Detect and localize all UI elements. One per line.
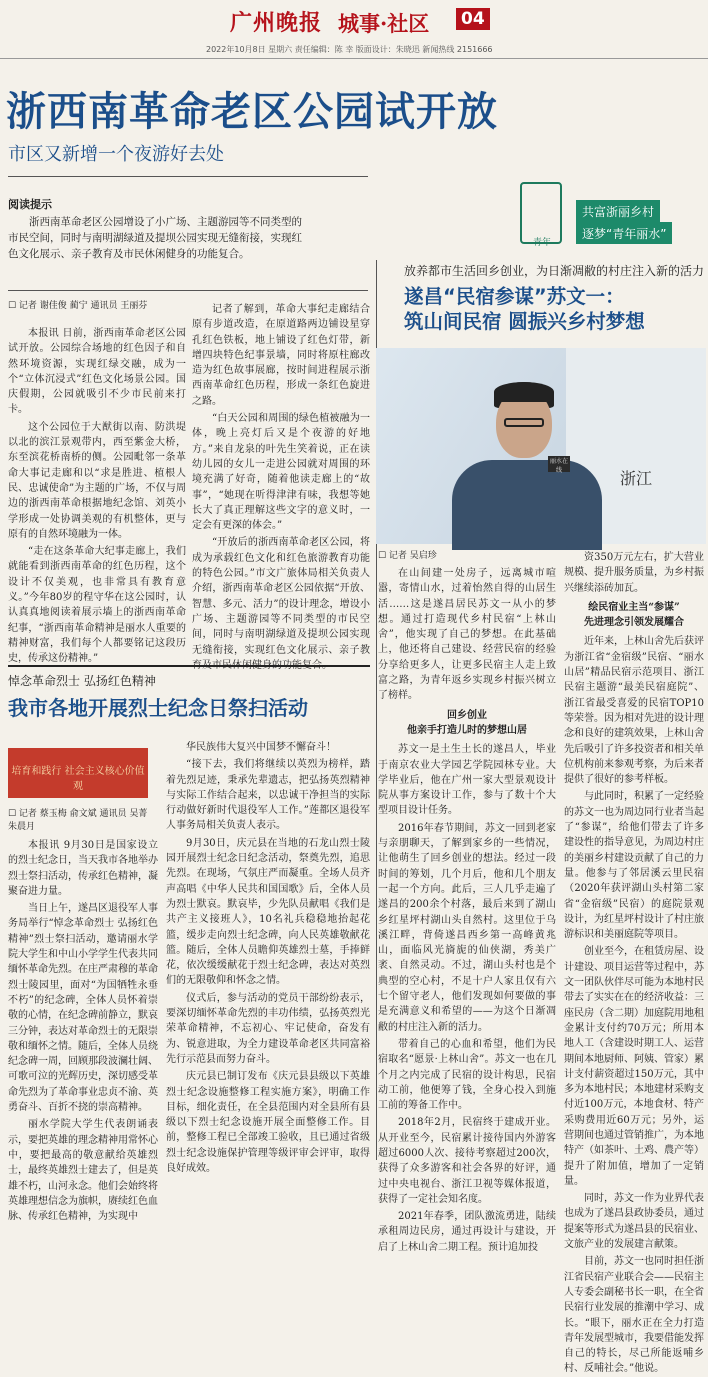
right-headline xyxy=(404,284,645,334)
subheading: 回乡创业 他亲手打造儿时的梦想山居 xyxy=(407,709,527,736)
paragraph: 在山间建一处房子，远离城市喧嚣，寄情山水，过着怡然自得的山居生活……这是遂昌居民苏文一从小的梦想。通过打造现代乡村民宿“上林山舍”，他实现了自己的梦想。在此基础上，他还将自己建设、经营民宿的经验分享给更多人，让更多民宿主人走上致富之路，为青年返乡实现乡村振兴树立了榜样。 xyxy=(378,568,556,702)
paper-name: 广州晚报 xyxy=(230,10,323,36)
person-hair-top xyxy=(494,382,554,402)
paragraph: 苏文一是土生土长的遂昌人，毕业于南京农业大学园艺学院园林专业。大学毕业后，他在广州一家大型景观设计院从事方案设计工作，参与了数十个大型项目设计任务。 xyxy=(378,744,556,817)
paragraph: 2018年2月，民宿终于建成开业。从开业至今，民宿累计接待国内外游客超过6000人次、接待考察超过200次，获得了众多游客和社会各界的好评，通过中央电视台、浙江卫视等媒体报道，获得了一定社会知名度。 xyxy=(378,1117,556,1205)
meta-line: 2022年10月8日 星期六 责任编辑：陈 幸 版面设计：朱晓迅 新闻热线 2151666 xyxy=(206,45,493,54)
section-divider xyxy=(8,665,370,667)
second-byline: ☐ 记者 蔡玉梅 俞文斌 通讯员 吴菁 朱晨月 xyxy=(8,809,148,832)
paragraph: 这个公园位于大猷街以南、防洪堤以北的滨江景观带内，西至紫金大桥，东至滨花桥南桥的侧。公园毗邻一条革命大事记走廊和以“求是胜进、植根人民、忠诚使命”为主题的广场，不仅与周边的浙西南革命根据地纪念馆、刘英小学形成一处协调美观的有机整体，更与原有的自然环境融为一体。 xyxy=(8,421,186,540)
page-number: 04 xyxy=(456,8,490,30)
paragraph: 本报讯 9月30日是国家设立的烈士纪念日，当天我市各地举办烈士祭扫活动，传承红色精神，凝聚奋进力量。 xyxy=(8,840,158,897)
right-headline-line-1: 遂昌“民宿参谋”苏文一： xyxy=(404,285,625,308)
glasses-icon xyxy=(504,418,544,427)
lead-paragraph: 浙西南革命老区公园增设了小广场、主题游园等不同类型的市民空间，同时与南明湖绿道及提坝公园实现无缝衔接，实现红色文化展示、亲子教育及市民休闲健身的功能复合。 xyxy=(8,216,302,260)
paragraph: 庆元县已制订发布《庆元县县级以下英雄烈士纪念设施整修工程实施方案》，明确工作目标，细化责任，在全县范围内对全县所有县级以下烈士纪念设施开展全面整修工作。目前，整修工程已全部竣工验收，且已通过省级烈士纪念设施保护管理等级评审会评审，取得良好成效。 xyxy=(166,1071,370,1175)
paragraph: 9月30日，庆元县在当地的石龙山烈士陵园开展烈士纪念日纪念活动，祭奠先烈，追思先烈。在现场，气氛庄严而凝重。全场人员齐声高唱《中华人民共和国国歌》后，全体人员为烈士默哀。默哀毕，少先队员献唱《我们是共产主义接班人》，10名礼兵稳稳地抬起花篮，缓步走向烈士纪念碑，向人民英雄敬献花篮。随后，全体人员瞻仰英雄烈士墓，手捧鲜花，依次缓缓献花于烈士纪念碑，表达对英烈们的无限敬仰和怀念之情。 xyxy=(166,837,370,987)
paragraph: 2021年春季，团队激流勇进，陆续承租周边民房，通过再设计与建设，开启了上林山舍二期工程。预计追加投 xyxy=(378,1211,556,1253)
paragraph: 本报讯 日前，浙西南革命老区公园试开放。公园综合场地的红色因子和自然环境资源，实现红绿交融，成为一个“立体沉浸式”红色文化场景公园。国庆假期，公园就吸引不少市民前来打卡。 xyxy=(8,328,186,416)
second-kicker: 悼念革命烈士 弘扬红色精神 xyxy=(8,674,156,688)
person-body xyxy=(452,460,602,550)
masthead-rule xyxy=(0,58,708,59)
values-logo: 培育和践行 社会主义核心价值观 xyxy=(8,748,148,798)
paragraph: 创业至今，在租赁房屋、设计建设、项目运营等过程中，苏文一团队伙伴尽可能为本地村民带去了实实在在的经济收益：三座民房（含二期）加庭院用地租金累计支付约70万元；所用本地人工（含建设时期工人、运营期间本地厨师、阿姨、管家）累计支付薪资超过150万元，其中多为本地村民；本地建材采购支付近100万元，本地食材、特产采购费用近60万元；另外，运营期间也通过管销推广，为本地特产（如茶叶、土鸡、農产等）提升了附加值，增加了一定销量。 xyxy=(564,946,704,1187)
banner-logo-text: 青年 xyxy=(532,238,551,248)
subheading: 绘民宿业主当“参谋” 先进理念引领发展耀合 xyxy=(584,601,684,629)
top-divider xyxy=(8,176,368,177)
paragraph: 华民族伟大复兴中国梦不懈奋斗！ xyxy=(186,742,336,753)
paragraph: 与此同时，积累了一定经验的苏文一也为周边同行业者当起了“参谋”，给他们带去了许多建设性的指导意见，为周边村庄的美丽乡村建设贡献了自己的力量。他参与了邻居溪云里民宿（2020年获评湖山头村第二家省“金宿级”民宿）的庭院景观设计，为红星坪村设计了村庄旅游标识和美丽庭院等项目。 xyxy=(564,791,704,941)
paragraph: 记者了解到，革命大事纪走廊结合原有步道改造，在原道路两边铺设星穿孔红色铁板，地上铺设了红色灯带，新增四块特色纪事景墙，同时将原柱廊改造为红色故事展廊，按时间进程展示浙西南革命红色历程，形成一条红色旋进之路。 xyxy=(192,304,370,407)
paragraph: 带着自己的心血和希望，他们为民宿取名“愿景·上林山舍”。苏文一也在几个月之内完成了民宿的设计构思，民宿动工前，他便筹了钱，全身心投入到施工前的筹备工作中。 xyxy=(378,1038,556,1112)
paragraph: 丽水学院大学生代表朗诵表示，要把英雄的理念精神用常怀心中，要把最高的敬意献给英雄烈士，最终英雄烈士建去了，但是英雄不朽，山河永念。他们会始终将英雄理想信念为旗帜，赓续红色血脉、传承红色精神，为实现中 xyxy=(8,1119,158,1223)
paragraph: 当日上午，遂昌区退役军人事务局举行“悼念革命烈士 弘扬红色精神”烈士祭扫活动，邀请丽水学院大学生和中山小学学生代表共同缅怀革命先烈。在庄严肃穆的革命烈士陵园里，面对“为国牺牲永垂不朽”的纪念碑，全体人员怀着崇敬的心情，在纪念碑前静立，默哀三分钟，表达对革命烈士的无限崇敬和缅怀之情。随后，全体人员绕纪念碑一周，回顾那段波澜壮阔、可歌可泣的光辉历史，深切感受革命先烈为了革命事业忠贞不渝、英勇奋斗、百折不挠的崇高精神。 xyxy=(8,903,158,1114)
right-column-1 xyxy=(378,566,556,1253)
top-column-2 xyxy=(192,302,370,656)
second-column-1 xyxy=(8,838,158,1223)
paragraph: “接下去，我们将继续以英烈为榜样，踏着先烈足迹，秉承先辈遗志，把弘扬英烈精神与实际工作结合起来，以忠诚干净担当的实际行动做好新时代退役军人工作。”莲都区退役军人事务局相关负责人表示。 xyxy=(166,759,370,832)
paragraph: “白天公园和周围的绿色植被融为一体，晚上亮灯后又是个夜游的好地方。”来自龙泉的叶先生笑着说，正在读幼儿园的女儿一走进公园就对周围的环境充满了好奇，随着他读走廊上的“故事”，“她现在听得津津有味，我想等她长大了真正理解这些文字的意义时，一定会有更深的体会。” xyxy=(192,413,370,532)
right-headline-line-2: 筑山间民宿 圆振兴乡村梦想 xyxy=(404,310,645,333)
paragraph: 目前，苏文一也同时担任浙江省民宿产业联合会——民宿主人专委会副秘书长一职，在全省民宿行业发展的推潮中学习、成长。“眼下，丽水正在全力打造青年发展型城市，我要借能发挥自己的特长，尽己所能返哺乡村、反哺社会。”他说。 xyxy=(564,1256,704,1375)
top-byline: ☐ 记者 谢佳俊 蔺宁 通讯员 王丽芬 xyxy=(8,301,148,311)
portrait-photo xyxy=(376,348,702,544)
second-headline: 我市各地开展烈士纪念日祭扫活动 xyxy=(8,696,308,720)
lead-label: 阅读提示 xyxy=(8,198,52,211)
banner-line-1: 共富浙丽乡村 xyxy=(576,200,660,222)
section-name: 城事·社区 xyxy=(338,11,430,36)
right-byline: ☐ 记者 吴启珍 xyxy=(378,551,437,561)
map-label: 浙江 xyxy=(620,469,653,488)
masthead xyxy=(0,0,708,44)
top-headline: 浙西南革命老区公园试开放 xyxy=(6,89,498,135)
top-subhead: 市区又新增一个夜游好去处 xyxy=(8,144,224,165)
paragraph: “走在这条革命大纪事走廊上，我们就能看到浙西南革命的红色历程，这个设计不仅美观，也非常具有教育意义。”今年80岁的程守华在这公园时，认认真真地阅读着展示墙上的浙西南革命纪事，“浙西南革命精神是丽水人重要的精神财富，我们每个人都要铭记这段历史，传承这份精神。” xyxy=(8,546,186,665)
paragraph: 资350万元左右，扩大营业规模、提升服务质量，为乡村振兴继续添砖加瓦。 xyxy=(564,552,704,594)
second-column-2 xyxy=(166,740,370,1175)
paragraph: 近年来，上林山舍先后获评为浙江省“金宿级”民宿、“丽水山居”精品民宿示范项目、浙江民宿主题游“最美民宿庭院”、浙江省最受喜爱的民宿TOP10等荣誉。因为相对先进的设计理念和良好的建筑效果，上林山舍先后吸引了许多投资者和相关单位机构前来参观考察，为后来者提供了很好的参考样板。 xyxy=(564,636,704,786)
top-column-1 xyxy=(8,326,186,665)
paragraph: “开放后的浙西南革命老区公园，将成为承载红色文化和红色旅游教育功能的特色公园。”市文广旅体局相关负责人介绍，浙西南革命老区公园依据“开放、智慧、多元、活力”的设计理念，增设小广场、主题游园等不同类型的市民空间，同时与南明湖绿道及提坝公园实现无缝衔接，实现红色文化展示、亲子教 xyxy=(192,537,370,656)
microphone-icon: 丽水在线 xyxy=(549,458,568,474)
paragraph: 同时，苏文一作为业界代表也成为了遂昌县政协委员，通过提案等形式为遂昌县的民宿业、文旅产业的发展建言献策。 xyxy=(564,1193,704,1251)
banner-line-2: 逐梦“青年丽水” xyxy=(576,222,672,244)
paragraph: 仪式后，参与活动的党员干部纷纷表示，要深切缅怀革命先烈的丰功伟绩，弘扬英烈光荣革命精神，不忘初心、牢记使命，奋发有为、锐意进取，为全力建设革命老区共同富裕先行示范县而努力奋斗。 xyxy=(166,992,370,1065)
right-column-2 xyxy=(564,550,704,1375)
paragraph: 2016年春节期间，苏文一回到老家与亲朋聊天，了解到家乡的一些情况，让他萌生了回乡创业的想法。经过一段时间的筹划，几个月后，他和几个朋友一起一个方向。此后，三人几乎走遍了遂昌的200余个村落，最后来到了湖山乡红星坪村湖山头自然村。这里位于乌溪江畔，背倚遂昌西乡第一高峰黄兆山，面临风光旖旎的仙侠湖，秀美广袤、自然灵动。不过，湖山头村也是个典型的空心村，不足十户人家且仅有六七个留守老人，他们发现如何要做的事是充满意义和希望的——为这个日渐凋敝的村庄注入新的活力。 xyxy=(378,822,556,1033)
series-banner xyxy=(520,178,702,258)
lead-divider xyxy=(8,290,368,291)
right-kicker: 放养都市生活回乡创业，为日渐凋敝的村庄注入新的活力 xyxy=(404,264,705,278)
